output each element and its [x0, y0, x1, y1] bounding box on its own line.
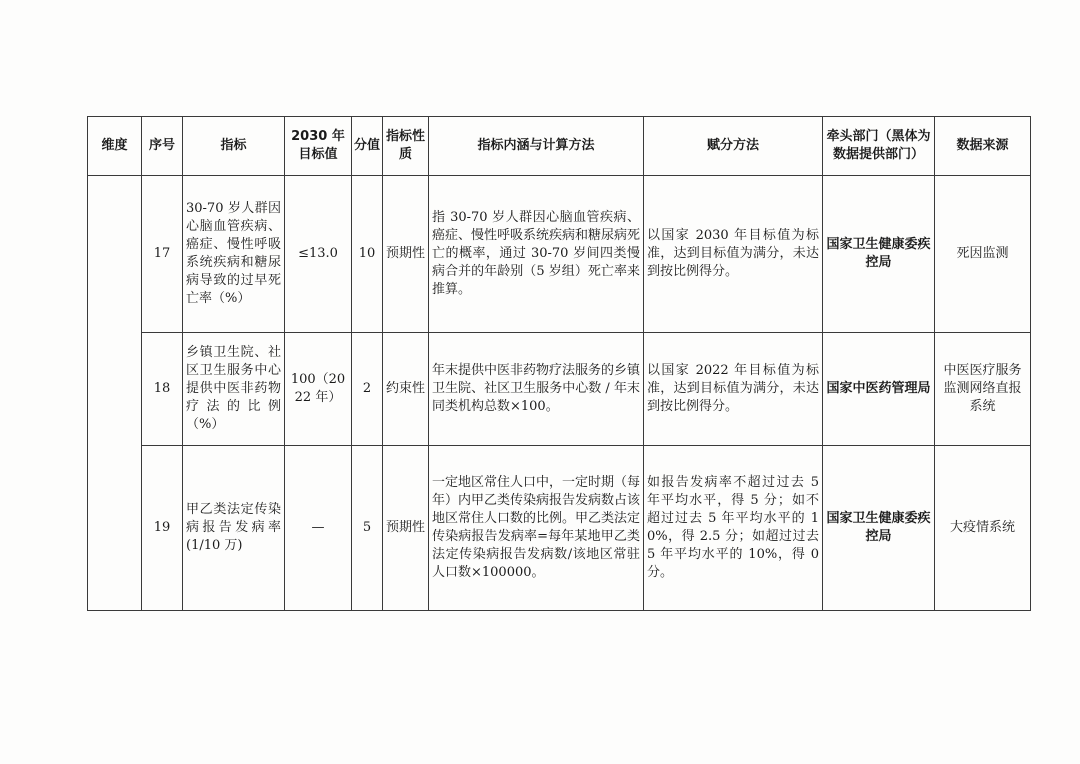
nature-cell: 约束性 [383, 333, 429, 446]
indicator-table [87, 116, 1031, 611]
definition-cell: 一定地区常住人口中，一定时期（每年）内甲乙类传染病报告发病数占该地区常住人口数的比例。甲乙类法定传染病报告发病率=每年某地甲乙类法定传染病报告发病数/该地区常驻人口数×100000。 [429, 446, 644, 611]
source-cell: 中医医疗服务监测网络直报系统 [935, 333, 1031, 446]
scoring-cell: 以国家 2030 年目标值为标准，达到目标值为满分，未达到按比例得分。 [644, 176, 823, 333]
scoring-cell: 如报告发病率不超过过去 5 年平均水平，得 5 分；如不超过过去 5 年平均水平的 10%，得 2.5 分；如超过过去 5 年平均水平的 10%，得 0 分。 [644, 446, 823, 611]
target-cell: ≤13.0 [285, 176, 352, 333]
header-department: 牵头部门（黑体为数据提供部门） [823, 117, 935, 176]
indicator-cell: 甲乙类法定传染病报告发病率(1/10 万) [183, 446, 285, 611]
header-score: 分值 [352, 117, 383, 176]
source-cell: 大疫情系统 [935, 446, 1031, 611]
header-seq: 序号 [142, 117, 183, 176]
department-cell: 国家中医药管理局 [823, 333, 935, 446]
nature-cell: 预期性 [383, 446, 429, 611]
scoring-cell: 以国家 2022 年目标值为标准，达到目标值为满分，未达到按比例得分。 [644, 333, 823, 446]
definition-cell: 年末提供中医非药物疗法服务的乡镇卫生院、社区卫生服务中心数 / 年末同类机构总数×100。 [429, 333, 644, 446]
header-target: 2030 年目标值 [285, 117, 352, 176]
score-cell: 10 [352, 176, 383, 333]
seq-cell: 19 [142, 446, 183, 611]
seq-cell: 17 [142, 176, 183, 333]
score-cell: 2 [352, 333, 383, 446]
header-indicator: 指标 [183, 117, 285, 176]
table-row [88, 446, 1031, 611]
score-cell: 5 [352, 446, 383, 611]
indicator-cell: 乡镇卫生院、社区卫生服务中心提供中医非药物疗法的比例（%） [183, 333, 285, 446]
definition-cell: 指 30-70 岁人群因心脑血管疾病、癌症、慢性呼吸系统疾病和糖尿病死亡的概率，通过 30-70 岁间四类慢病合并的年龄别（5 岁组）死亡率来推算。 [429, 176, 644, 333]
department-cell: 国家卫生健康委疾控局 [823, 446, 935, 611]
header-nature: 指标性质 [383, 117, 429, 176]
dimension-cell [88, 176, 142, 611]
seq-cell: 18 [142, 333, 183, 446]
table-row [88, 176, 1031, 333]
department-cell: 国家卫生健康委疾控局 [823, 176, 935, 333]
target-cell: — [285, 446, 352, 611]
header-row [88, 117, 1031, 176]
target-cell: 100（2022 年） [285, 333, 352, 446]
header-scoring: 赋分方法 [644, 117, 823, 176]
header-source: 数据来源 [935, 117, 1031, 176]
nature-cell: 预期性 [383, 176, 429, 333]
table-row [88, 333, 1031, 446]
source-cell: 死因监测 [935, 176, 1031, 333]
header-definition: 指标内涵与计算方法 [429, 117, 644, 176]
header-dimension: 维度 [88, 117, 142, 176]
indicator-cell: 30-70 岁人群因心脑血管疾病、癌症、慢性呼吸系统疾病和糖尿病导致的过早死亡率（%） [183, 176, 285, 333]
